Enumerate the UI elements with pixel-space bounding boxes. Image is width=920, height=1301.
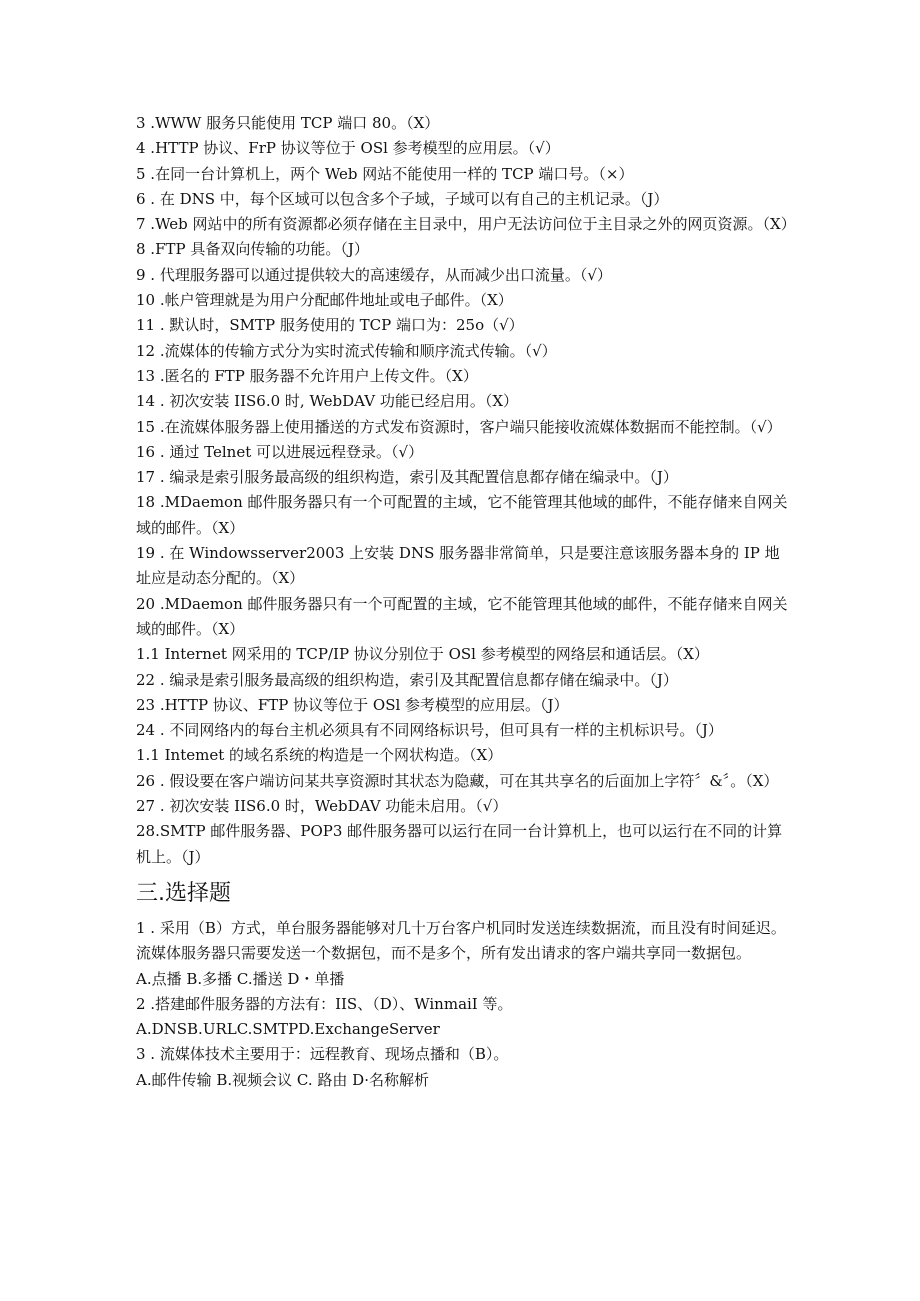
- true-false-item: 22 . 编录是索引服务最高级的组织构造，索引及其配置信息都存储在编录中。（J）: [136, 670, 678, 689]
- document-content: [136, 111, 796, 1093]
- true-false-item: 17 . 编录是索引服务最高级的组织构造，索引及其配置信息都存储在编录中。（J）: [136, 468, 678, 487]
- true-false-item: 5 .在同一台计算机上，两个 Web 网站不能使用一样的 TCP 端口号。（×）: [136, 164, 634, 183]
- choice-line: A.邮件传输 B.视频会议 C. 路由 D·名称解析: [136, 1070, 429, 1089]
- true-false-item: 8 .FTP 具备双向传输的功能。（J）: [136, 240, 369, 259]
- true-false-item: 7 .Web 网站中的所有资源都必须存储在主目录中，用户无法访问位于主目录之外的网页资源。（X）: [136, 215, 796, 234]
- true-false-item: 26 . 假设要在客户端访问某共享资源时其状态为隐藏，可在其共享名的后面加上字符〞&〞。（X）: [136, 771, 779, 790]
- true-false-item: 3 .WWW 服务只能使用 TCP 端口 80。（X）: [136, 114, 440, 132]
- true-false-item: 23 .HTTP 协议、FTP 协议等位于 OSl 参考模型的应用层。（J）: [136, 695, 569, 714]
- true-false-item: 20 .MDaemon 邮件服务器只有一个可配置的主域，它不能管理其他域的邮件，不能存储来自网关域的邮件。（X）: [136, 594, 788, 638]
- true-false-item: 11 . 默认时，SMTP 服务使用的 TCP 端口为：25o（√）: [136, 316, 524, 335]
- choice-line: A.点播 B.多播 C.播送 D・单播: [136, 969, 345, 988]
- choice-line: 2 .搭建邮件服务器的方法有：IIS、（D）、WinmaiI 等。: [136, 994, 513, 1013]
- true-false-item: 24 . 不同网络内的每台主机必须具有不同网络标识号，但可具有一样的主机标识号。（J）: [136, 721, 723, 740]
- section-heading: 三.选择题: [136, 880, 231, 906]
- choice-line: 1 . 采用（B）方式，单台服务器能够对几十万台客户机同时发送连续数据流，而且没有时间延迟。流媒体服务器只需要发送一个数据包，而不是多个，所有发出请求的客户端共享同一数据包。: [136, 918, 786, 963]
- true-false-item: 13 .匿名的 FTP 服务器不允许用户上传文件。（X）: [136, 366, 478, 385]
- true-false-item: 6 . 在 DNS 中，每个区域可以包含多个子域，子域可以有自己的主机记录。（J）: [136, 189, 669, 208]
- true-false-item: 27 . 初次安装 IIS6.0 时，WebDAV 功能未启用。（√）: [136, 797, 508, 816]
- true-false-item: 4 .HTTP 协议、FrP 协议等位于 OSl 参考模型的应用层。（√）: [136, 139, 560, 158]
- choice-line: 3 . 流媒体技术主要用于：远程教育、现场点播和（B）。: [136, 1045, 509, 1064]
- true-false-item: 18 .MDaemon 邮件服务器只有一个可配置的主域，它不能管理其他域的邮件，不能存储来自网关域的邮件。（X）: [136, 493, 788, 537]
- true-false-item: 14 . 初次安装 IIS6.0 时, WebDAV 功能已经启用。（X）: [136, 392, 519, 411]
- true-false-item: 1.1 Intemet 的域名系统的构造是一个网状构造。（X）: [136, 746, 503, 765]
- true-false-item: 19 . 在 Windowsserver2003 上安装 DNS 服务器非常简单，只是要注意该服务器本身的 IP 地址应是动态分配的。（X）: [136, 544, 780, 588]
- true-false-item: 16 . 通过 Telnet 可以进展远程登录。（√）: [136, 442, 424, 461]
- true-false-item: 12 .流媒体的传输方式分为实时流式传输和顺序流式传输。（√）: [136, 341, 557, 360]
- true-false-item: 9 . 代理服务器可以通过提供较大的高速缓存，从而减少出口流量。（√）: [136, 265, 612, 284]
- true-false-item: 28.SMTP 邮件服务器、POP3 邮件服务器可以运行在同一台计算机上，也可以运行在不同的计算机上。（J）: [136, 822, 783, 866]
- choice-line: A.DNSB.URLC.SMTPD.ExchangeServer: [136, 1020, 440, 1039]
- true-false-item: 10 .帐户管理就是为用户分配邮件地址或电子邮件。（X）: [136, 291, 513, 310]
- true-false-list: [136, 111, 796, 870]
- true-false-item: 1.1 Internet 网采用的 TCP/IP 协议分别位于 OSl 参考模型的网络层和通话层。（X）: [136, 645, 709, 664]
- true-false-item: 15 .在流媒体服务器上使用播送的方式发布资源时，客户端只能接收流媒体数据而不能控制。（√）: [136, 417, 782, 436]
- choice-list: [136, 916, 792, 1093]
